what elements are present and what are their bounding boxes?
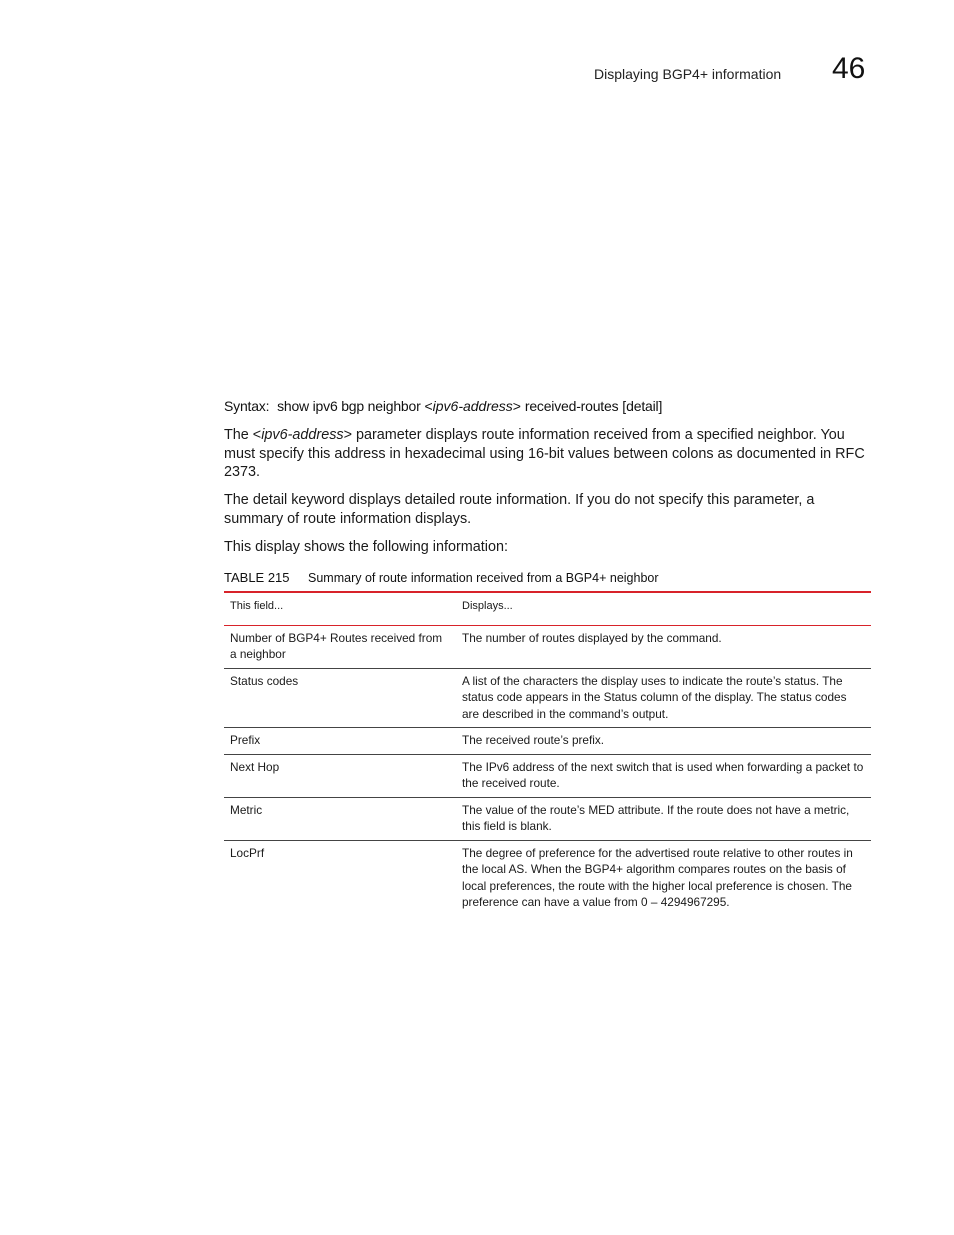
detail-description-paragraph — [224, 491, 870, 528]
header-field: This field... — [230, 600, 284, 612]
syntax-command: show ipv6 bgp neighbor — [277, 398, 421, 414]
row-field: Metric — [230, 802, 263, 817]
syntax-param: ipv6-address — [432, 398, 513, 414]
syntax-keyword: received-routes — [524, 398, 619, 414]
param-description-paragraph — [224, 426, 870, 482]
p2-keyword: detail — [252, 492, 288, 508]
table-row — [224, 668, 871, 728]
table-row — [224, 728, 871, 755]
table-row — [224, 754, 871, 797]
table-row — [224, 797, 871, 840]
running-header-title: Displaying BGP4+ information — [594, 66, 782, 82]
row-field: Number of BGP4+ Routes received from a neighbor — [230, 630, 443, 661]
table-caption — [224, 570, 874, 585]
table-header-row — [224, 592, 871, 625]
table-number: TABLE 215 — [224, 570, 290, 585]
row-field: LocPrf — [230, 845, 265, 860]
row-field: Next Hop — [230, 759, 280, 774]
syntax-gt: > — [512, 398, 521, 414]
p2-rest: keyword displays detailed route information. If you do not specify this parameter, a summary of route information displays. — [224, 492, 815, 527]
row-description: The IPv6 address of the next switch that is used when forwarding a packet to the received route. — [462, 759, 864, 790]
p1-rest: > parameter displays route information received from a specified neighbor. You must specify this address in hexadecimal using 16-bit values between colons as documented in RFC 2373. — [224, 427, 865, 480]
row-description: The received route’s prefix. — [462, 733, 605, 747]
display-intro-paragraph: This display shows the following information: — [224, 539, 508, 555]
route-info-table — [224, 591, 871, 916]
table-row — [224, 625, 871, 668]
table-row — [224, 840, 871, 916]
header-displays: Displays... — [462, 600, 513, 612]
syntax-lbracket: [ — [622, 398, 627, 414]
row-field: Prefix — [230, 733, 261, 747]
row-description: A list of the characters the display uses to indicate the route’s status. The status code appears in the Status column of the display. The status codes are described in the command’s output. — [462, 673, 847, 721]
row-field: Status codes — [230, 673, 299, 688]
p1-prefix: The < — [224, 427, 262, 443]
chapter-number: 46 — [832, 52, 866, 85]
p1-param: ipv6-address — [261, 427, 344, 443]
row-description: The value of the route’s MED attribute. If the route does not have a metric, this field is blank. — [462, 802, 850, 833]
table-title: Summary of route information received from a BGP4+ neighbor — [308, 571, 659, 585]
p2-prefix: The — [224, 492, 249, 508]
syntax-line — [224, 398, 874, 414]
row-description: The number of routes displayed by the command. — [462, 630, 722, 645]
syntax-label: Syntax: — [224, 398, 270, 414]
syntax-rbracket: ] — [658, 398, 663, 414]
row-description: The degree of preference for the advertised route relative to other routes in the local AS. When the BGP4+ algorithm compares routes on the basis of local preferences, the route with the higher local preference is chosen. The preference can have a value from 0 – 4294967295. — [462, 845, 853, 909]
syntax-option: detail — [626, 398, 659, 414]
syntax-lt: < — [424, 398, 433, 414]
